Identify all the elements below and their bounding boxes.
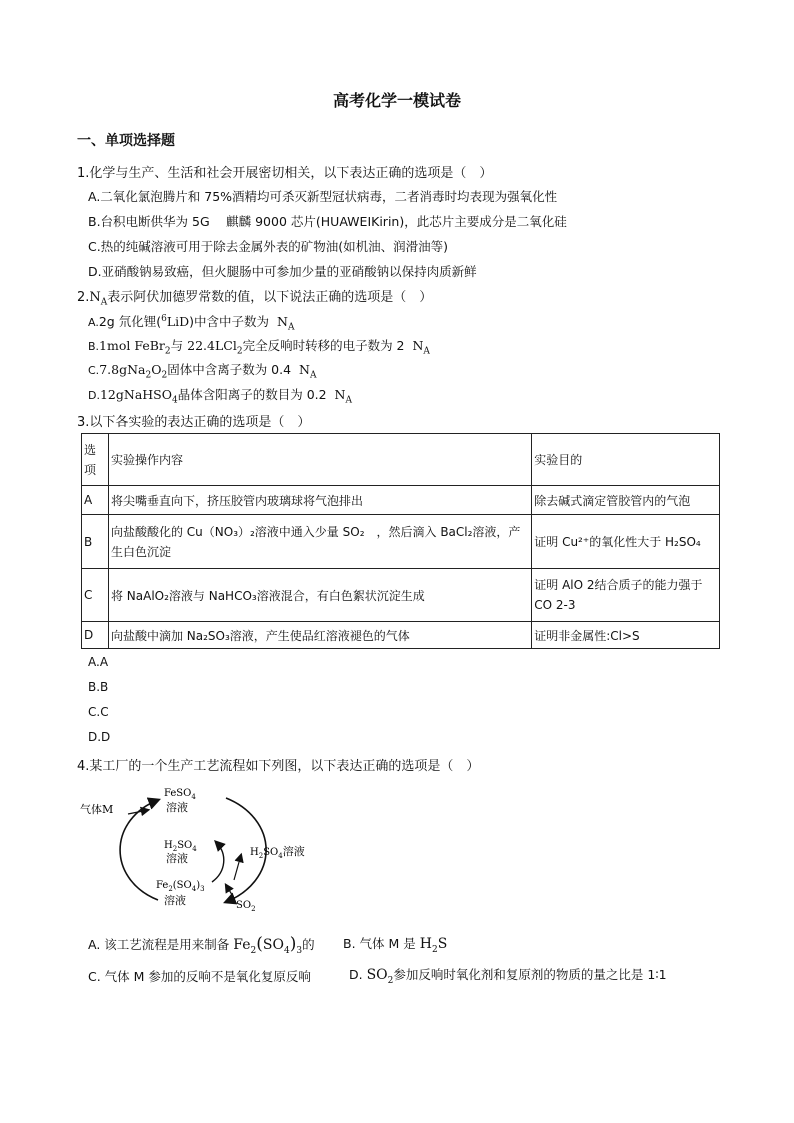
q2-b-label: B. [88, 340, 100, 353]
section-heading: 一、单项选择题 [77, 133, 175, 149]
gas-m-label: 气体M [80, 803, 114, 816]
q2-option-c [88, 360, 316, 381]
na-symbol [331, 387, 352, 406]
q2-b-post: 完全反响时转移的电子数为 2 [242, 338, 405, 353]
q4-d-post: 参加反响时氧化剂和复原剂的物质的量之比是 1∶1 [393, 967, 667, 982]
so2-sub: 2 [251, 905, 256, 913]
na-symbol [273, 314, 295, 333]
table-row [82, 622, 720, 649]
table-header-row [82, 434, 720, 486]
na-symbol [409, 338, 430, 357]
q3-option-b: B.B [88, 680, 109, 694]
page-title: 高考化学一模试卷 [332, 91, 461, 110]
feso4-label [164, 788, 196, 801]
na-sub: A [309, 370, 317, 381]
so-out-sub: 4 [278, 852, 283, 860]
row-operation: 向盐酸中滴加 Na₂SO₃溶液，产生使品红溶液褪色的气体 [108, 622, 531, 649]
q2-d-post: 晶体含阳离子的数目为 0.2 [177, 387, 327, 402]
na-letter: N [277, 314, 288, 329]
q3-option-a: A.A [88, 655, 109, 669]
q2-c-label: C. [88, 364, 100, 377]
q4-d-pre: D. [349, 967, 363, 982]
q2-c-formula2: O [151, 362, 162, 377]
so-text: SO [177, 840, 193, 851]
q2-b-formula1: 1mol FeBr [99, 338, 165, 353]
q2-stem [77, 286, 432, 308]
h2so4-inner-solution: 溶液 [166, 852, 188, 865]
fe-paren-close: ) [196, 880, 201, 891]
fe-text: Fe [156, 880, 169, 891]
q2-b-mid: 与 [170, 338, 184, 353]
s-symbol: S [437, 936, 448, 952]
gas-m-arrow [128, 810, 148, 814]
row-option: D [82, 622, 109, 649]
row-purpose: 除去碱式滴定管胶管内的气泡 [532, 486, 720, 515]
fe2so43-label [156, 880, 205, 893]
na-letter: N [334, 387, 346, 402]
q2-c-formula: 7.8gNa [99, 362, 146, 377]
experiment-table [81, 433, 720, 649]
q2-b-formula2: 22.4LCl [187, 338, 237, 353]
q2-d-formula: 12gNaHSO [99, 387, 172, 402]
h2so4-out-arrow [234, 855, 241, 880]
so-sub: 4 [192, 845, 197, 853]
q2-option-d [88, 385, 352, 406]
feso4-sub: 4 [191, 793, 196, 801]
fe-sub2: 4 [191, 885, 197, 893]
q2-a-post: )中含中子数为 [189, 314, 270, 329]
h2so4-out-label [250, 844, 305, 860]
h-sub: 2 [172, 845, 178, 853]
fe-paren: (SO [172, 880, 192, 891]
na-letter: N [89, 290, 101, 305]
fe-sub3: 3 [200, 885, 205, 893]
so2-label [236, 900, 256, 913]
h-out-sub: 2 [258, 852, 264, 860]
row-operation: 将尖嘴垂直向下，挤压胶管内玻璃球将气泡排出 [108, 486, 531, 515]
q4-option-c: C. 气体 M 参加的反响不是氧化复原反响 [88, 969, 311, 984]
q2-c-sub1: 2 [145, 370, 152, 381]
q4-option-d [349, 965, 667, 986]
q2-a-pre: 2g 氘化锂( [98, 314, 162, 329]
q2-stem-text: 表示阿伏加德罗常数的值，以下说法正确的选项是（ ） [107, 290, 433, 305]
right-arc [226, 798, 266, 902]
q4-d-formula [366, 967, 394, 986]
row-operation: 向盐酸酸化的 Cu（NO₃）₂溶液中通入少量 SO₂ ，然后滴入 BaCl₂溶液，产生白色沉淀 [108, 515, 531, 569]
na-symbol [89, 290, 108, 308]
q2-a-label: A. [88, 316, 99, 329]
table-row [82, 515, 720, 569]
inner-arc [212, 842, 224, 882]
feso4-text: FeSO [164, 788, 192, 799]
q2-d-label: D. [88, 389, 100, 402]
feso4-solution: 溶液 [166, 801, 188, 814]
so2-in-arrow [226, 885, 234, 898]
h-out: H [250, 847, 259, 858]
row-option: A [82, 486, 109, 515]
fe-symbol: Fe [233, 937, 251, 953]
q2-option-a [88, 312, 294, 333]
q1-option-c: C.热的纯碱溶液可用于除去金属外表的矿物油(如机油、润滑油等) [88, 239, 448, 254]
left-arc [120, 800, 158, 900]
q1-option-d: D.亚硝酸钠易致癌，但火腿肠中可参加少量的亚硝酸钠以保持肉质新鲜 [88, 264, 477, 279]
row-operation: 将 NaAlO₂溶液与 NaHCO₃溶液混合，有白色絮状沉淀生成 [108, 569, 531, 622]
q4-a-formula: $Fe_2(SO_4)_3$ [233, 934, 303, 956]
na-sub: A [287, 322, 295, 333]
header-purpose: 实验目的 [532, 434, 720, 486]
q4-option-a [88, 934, 315, 956]
so-sub: 2 [387, 975, 394, 986]
q4-a-pre: A. 该工艺流程是用来制备 [88, 937, 230, 952]
row-option: B [82, 515, 109, 569]
q4-b-formula [419, 936, 448, 955]
q3-stem: 3.以下各实验的表达正确的选项是（ ） [77, 415, 311, 430]
process-flow-diagram [76, 780, 326, 915]
na-symbol [295, 362, 317, 381]
row-purpose: 证明 Cu²⁺的氧化性大于 H₂SO₄ [532, 515, 720, 569]
q4-b-pre: B. 气体 M 是 [343, 936, 416, 951]
q3-option-d: D.D [88, 730, 111, 744]
so2-text: SO [236, 900, 252, 911]
q2-a-sup: 6 [161, 313, 167, 324]
header-operation: 实验操作内容 [108, 434, 531, 486]
fe2so43-solution: 溶液 [164, 894, 186, 907]
na-sub: A [423, 346, 430, 357]
na-letter: N [299, 362, 310, 377]
q4-option-b [343, 934, 447, 955]
q2-c-post: 固体中含离子数为 0.4 [167, 362, 292, 377]
q2-b-formula1-sub: 2 [164, 346, 171, 357]
row-purpose: 证明 AlO 2结合质子的能力强于 CO 2-3 [532, 569, 720, 622]
so-out: SO [263, 847, 279, 858]
q1-option-b: B.台积电断供华为 5G 麒麟 9000 芯片(HUAWEIKirin)，此芯片主要成分是二氧化硅 [88, 214, 567, 229]
row-purpose: 证明非金属性:Cl>S [532, 622, 720, 649]
h2so4-out-solution: 溶液 [282, 845, 305, 858]
fe-sub: 2 [168, 885, 173, 893]
q1-stem: 1.化学与生产、生活和社会开展密切相关，以下表达正确的选项是（ ） [77, 166, 493, 181]
q4-a-post: 的 [302, 937, 315, 952]
so-symbol: SO [366, 967, 388, 983]
table-row [82, 486, 720, 515]
q4-stem: 4.某工厂的一个生产工艺流程如下列图，以下表达正确的选项是（ ） [77, 759, 480, 774]
q2-c-sub2: 2 [161, 370, 168, 381]
q3-option-c: C.C [88, 705, 109, 719]
na-sub: A [345, 395, 352, 406]
h-sub: 2 [431, 944, 438, 955]
row-option: C [82, 569, 109, 622]
na-letter: N [412, 338, 424, 353]
q2-d-sub: 4 [171, 395, 178, 406]
na-sub: A [100, 297, 108, 308]
table-row [82, 569, 720, 622]
h-text: H [164, 840, 173, 851]
q2-number: 2. [77, 290, 90, 305]
q2-b-formula2-sub: 2 [236, 346, 243, 357]
q2-a-formula: LiD [166, 314, 190, 329]
header-option: 选项 [82, 434, 109, 486]
q1-option-a: A.二氧化氯泡腾片和 75%酒精均可杀灭新型冠状病毒，二者消毒时均表现为强氧化性 [88, 189, 558, 204]
h-symbol: H [419, 936, 432, 952]
q2-option-b [88, 336, 430, 357]
